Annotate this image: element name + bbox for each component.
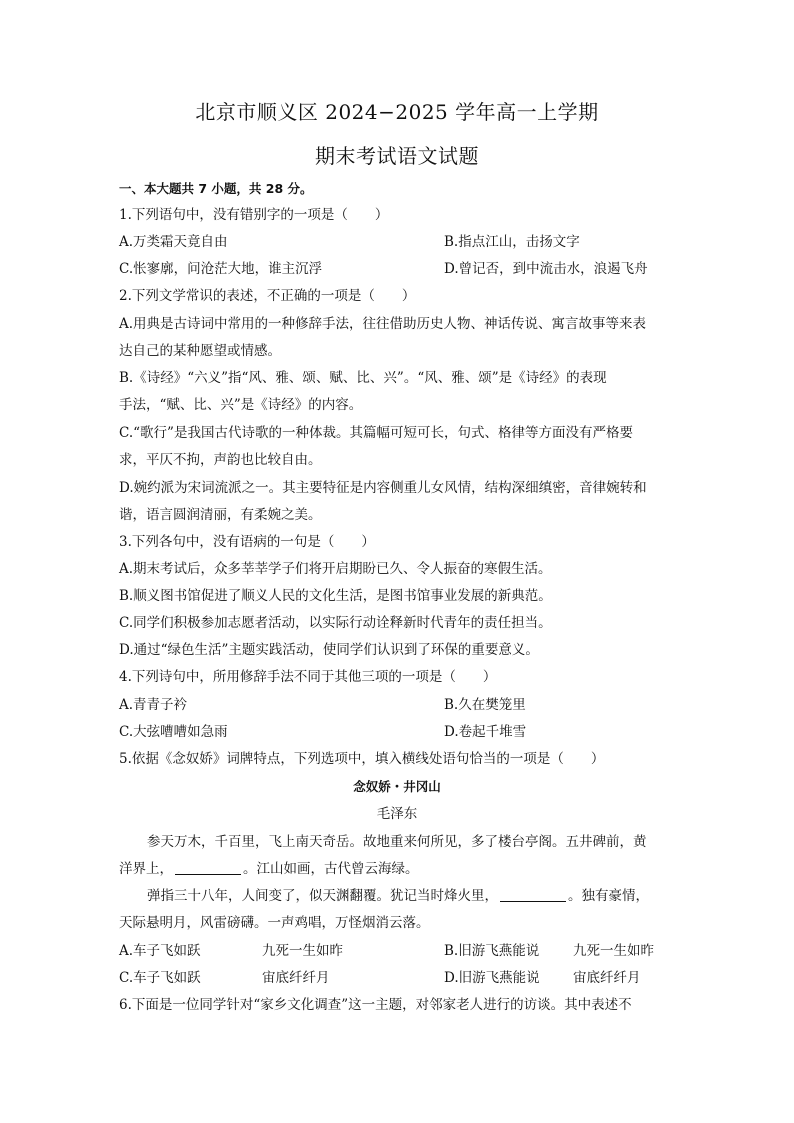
q5-option-a-part1: A.车子飞如跃 — [119, 943, 201, 959]
q3-option-a: A.期末考试后，众多莘莘学子们将开启期盼已久、令人振奋的寒假生活。 — [119, 561, 552, 577]
q1-option-c: C.怅寥廓，问沧茫大地，谁主沉浮 — [119, 261, 323, 277]
poem-line-2 — [119, 859, 419, 879]
q4-option-d: D.卷起千堆雪 — [444, 724, 527, 740]
title-line-2: 期末考试语文试题 — [315, 144, 479, 168]
q2-option-c-line2: 求，平仄不拘，声韵也比较自由。 — [119, 452, 322, 468]
q1-option-d: D.曾记否，到中流击水，浪遏飞舟 — [444, 261, 648, 277]
poem-line-3 — [147, 886, 649, 906]
q5-option-a-part2: 九死一生如昨 — [262, 943, 343, 959]
poem-author: 毛泽东 — [376, 806, 418, 822]
poem-title: 念奴娇・井冈山 — [353, 779, 441, 794]
q2-option-b-line1: B.《诗经》“六义”指“风、雅、颂、赋、比、兴”。“风、雅、颂”是《诗经》的表现 — [119, 370, 607, 386]
q2-option-b-line2: 手法，“赋、比、兴”是《诗经》的内容。 — [119, 397, 363, 413]
q3-stem: 3.下列各句中，没有语病的一句是（ ） — [119, 534, 375, 550]
q4-stem: 4.下列诗句中，所用修辞手法不同于其他三项的一项是（ ） — [119, 669, 497, 685]
poem-line-4: 天际悬明月，风雷磅礴。一声鸡唱，万怪烟消云落。 — [119, 915, 430, 931]
q4-option-c: C.大弦嘈嘈如急雨 — [119, 724, 228, 740]
q3-option-d: D.通过“绿色生活”主题实践活动，使同学们认识到了环保的重要意义。 — [119, 642, 539, 658]
q2-option-a-line2: 达自己的某种愿望或情感。 — [119, 343, 281, 359]
q2-option-d-line2: 谐，语言圆润清丽，有柔婉之美。 — [119, 507, 322, 523]
poem-line-3-pre: 弹指三十八年，人间变了，似天渊翻覆。犹记当时烽火里， — [147, 888, 498, 904]
fill-blank-2 — [500, 887, 566, 902]
q3-option-b: B.顺义图书馆促进了顺义人民的文化生活，是图书馆事业发展的新典范。 — [119, 588, 552, 604]
q2-option-c-line1: C.“歌行”是我国古代诗歌的一种体裁。其篇幅可短可长，句式、格律等方面没有严格要 — [119, 425, 633, 441]
q5-option-d-part2: 宙底纤纤月 — [573, 970, 641, 986]
title-line-1: 北京市顺义区 2024−2025 学年高一上学期 — [195, 100, 599, 124]
q5-option-d-part1: D.旧游飞燕能说 — [444, 970, 540, 986]
q5-option-c-part1: C.车子飞如跃 — [119, 970, 201, 986]
q2-option-d-line1: D.婉约派为宋词流派之一。其主要特征是内容侧重儿女风情，结构深细缜密，音律婉转和 — [119, 480, 647, 496]
q1-option-b: B.指点江山，击扬文字 — [444, 234, 580, 250]
poem-line-1: 参天万木，千百里，飞上南天奇岳。故地重来何所见，多了楼台亭阁。五井碑前，黄 — [147, 834, 647, 850]
q5-option-b-part1: B.旧游飞燕能说 — [444, 943, 540, 959]
q5-stem: 5.依据《念奴娇》词牌特点，下列选项中，填入横线处语句恰当的一项是（ ） — [119, 751, 605, 767]
q5-option-b-part2: 九死一生如昨 — [573, 943, 654, 959]
poem-line-2-pre: 洋界上， — [119, 861, 173, 877]
q4-option-a: A.青青子衿 — [119, 697, 188, 713]
q2-stem: 2.下列文学常识的表述，不正确的一项是（ ） — [119, 288, 416, 304]
q2-option-a-line1: A.用典是古诗词中常用的一种修辞手法，往往借助历史人物、神话传说、寓言故事等来表 — [119, 316, 647, 332]
q3-option-c: C.同学们积极参加志愿者活动，以实际行动诠释新时代青年的责任担当。 — [119, 615, 552, 631]
q5-option-c-part2: 宙底纤纤月 — [262, 970, 330, 986]
poem-line-3-post: 。独有豪情， — [568, 888, 649, 904]
q1-stem: 1.下列语句中，没有错别字的一项是（ ） — [119, 207, 389, 223]
q1-option-a: A.万类霜天竟自由 — [119, 234, 228, 250]
section-heading: 一、本大题共 7 小题，共 28 分。 — [119, 181, 313, 196]
fill-blank-1 — [175, 860, 241, 875]
q4-option-b: B.久在樊笼里 — [444, 697, 526, 713]
q6-stem: 6.下面是一位同学针对“家乡文化调查”这一主题，对邻家老人进行的访谈。其中表述不 — [119, 997, 632, 1013]
poem-line-2-post: 。江山如画，古代曾云海绿。 — [243, 861, 419, 877]
